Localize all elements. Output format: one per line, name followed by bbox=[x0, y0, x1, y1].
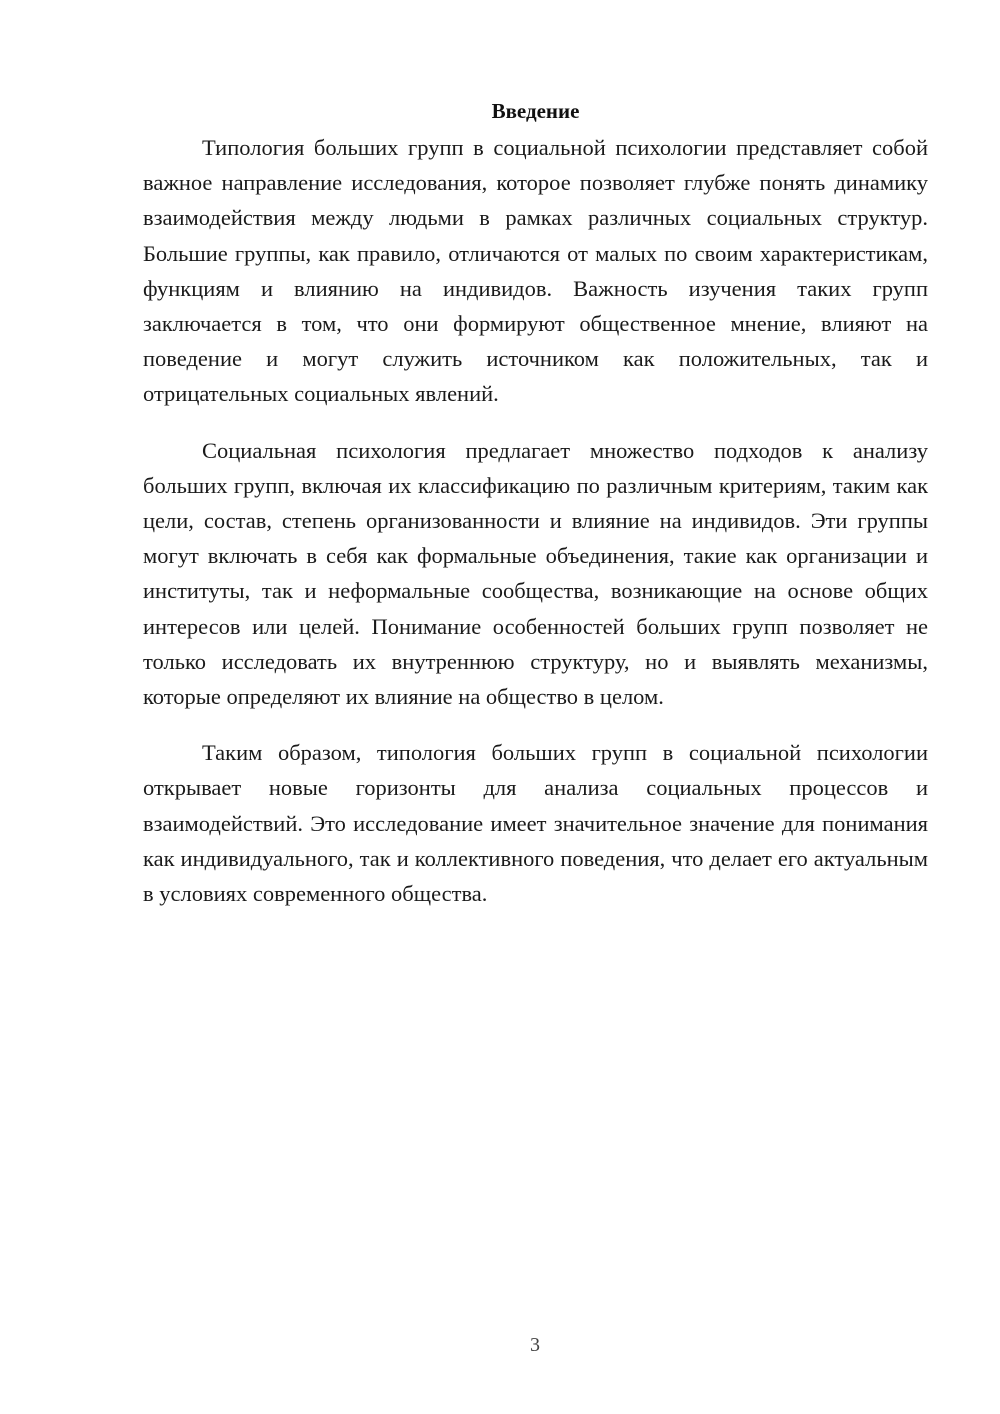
section-title: Введение bbox=[491, 99, 580, 123]
paragraph-2: Социальная психология предлагает множество подходов к анализу больших групп, включая их классификацию по различным критериям, таким как цели, состав, степень организованности и влияние на индивидов. Эти группы могут включать в себя как формальные объединения, такие как организации и институты, так и неформальные сообщества, возникающие на основе общих интересов или целей. Понимание особенностей больших групп позволяет не только исследовать их внутреннюю структуру, но и выявлять механизмы, которые определяют их влияние на общество в целом. bbox=[143, 437, 928, 710]
paragraph-3: Таким образом, типология больших групп в социальной психологии открывает новые горизонты для анализа социальных процессов и взаимодействий. Это исследование имеет значительное значение для понимания как индивидуального, так и коллективного поведения, что делает его актуальным в условиях современного общества. bbox=[143, 740, 928, 907]
paragraph-1: Типология больших групп в социальной психологии представляет собой важное направление исследования, которое позволяет глубже понять динамику взаимодействия между людьми в рамках различных социальных структур. Большие группы, как правило, отличаются от малых по своим характеристикам, функциям и влиянию на индивидов. Важность изучения таких групп заключается в том, что они формируют общественное мнение, влияют на поведение и могут служить источником как положительных, так и отрицательных социальных явлений. bbox=[143, 135, 928, 407]
page-content bbox=[143, 96, 928, 932]
page-number: 3 bbox=[530, 1334, 540, 1356]
